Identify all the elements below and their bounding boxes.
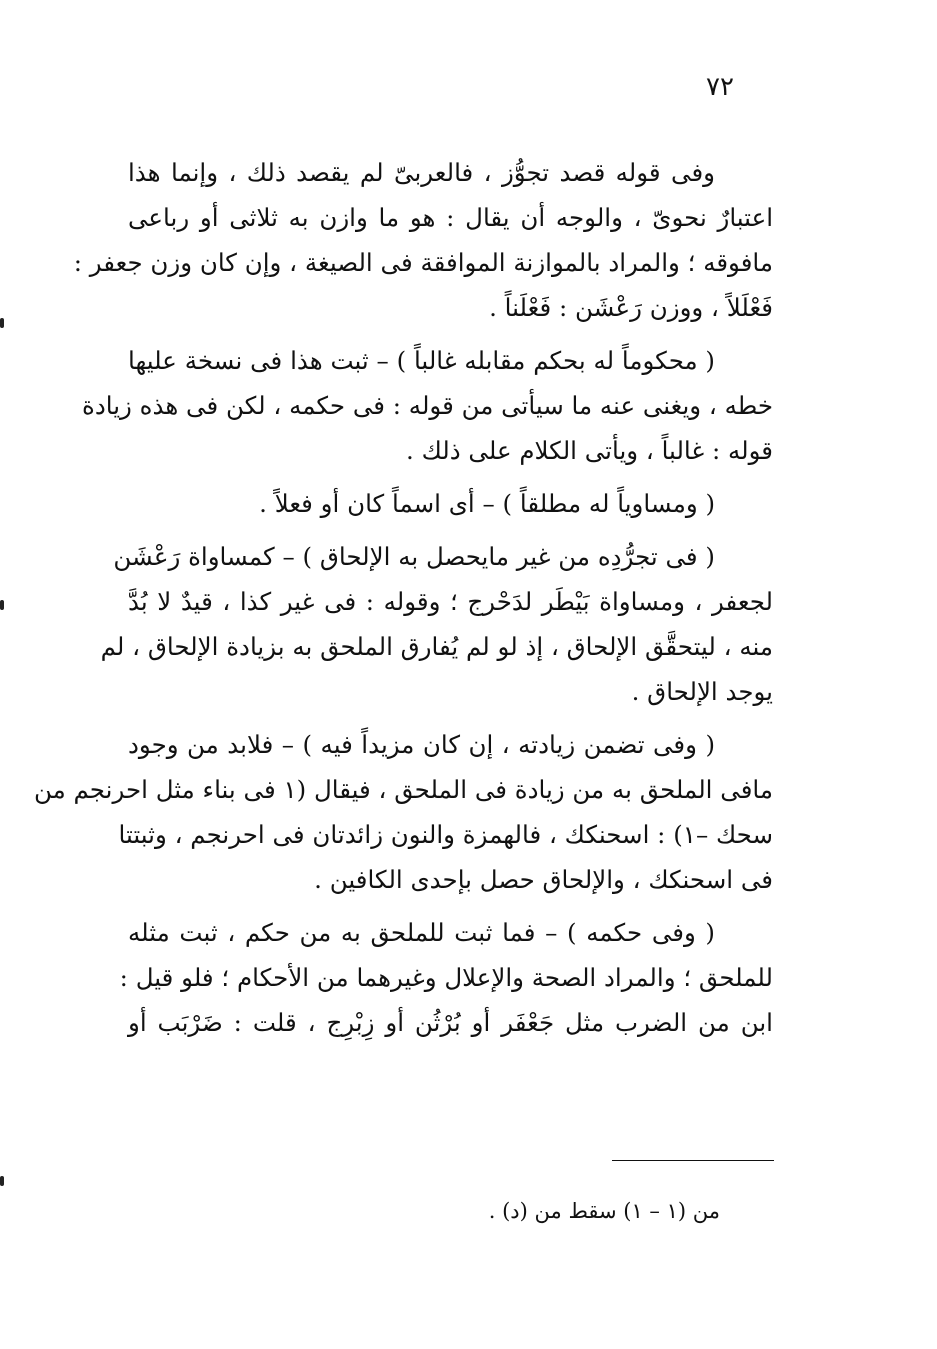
scan-edge-mark [0,1176,4,1186]
text-line: ( وفى تضمن زيادته ، إن كان مزيداً فيه ) – فلابد من وجود [128,730,715,759]
text-line: اعتبارٌ نحوىّ ، والوجه أن يقال : هو ما وازن به ثلاثى أو رباعى [128,203,773,232]
text-line: فَعْلَلاً ، ووزن رَعْشَن : فَعْلَناً . [489,293,773,322]
page-number: ٧٢ [706,72,734,102]
text-line: مافوقه ؛ والمراد بالموازنة الموافقة فى الصيغة ، وإن كان وزن جعفر : [73,248,773,277]
paragraph-1 [73,150,773,330]
text-line: ( وفى حكمه ) – فما ثبت للملحق به من حكم ، ثبت مثله [128,918,715,947]
text-line: قوله : غالباً ، ويأتى الكلام على ذلك . [406,436,773,465]
scan-edge-mark [0,600,4,610]
text-line: ( فى تجرُّدِه من غير مايحصل به الإلحاق ) – كمساواة رَعْشَن [113,542,715,571]
text-line: سحك –١) : اسحنكك ، فالهمزة والنون زائدتان فى احرنجم ، وثبتتا [118,820,773,849]
paragraph-3 [128,481,773,526]
paragraph-2 [81,338,773,473]
footnote: من (١ – ١) سقط من (د) . [488,1199,720,1223]
text-line: ( ومساوياً له مطلقاً ) – أى اسماً كان أو فعلاً . [259,489,715,518]
paragraph-4 [100,534,773,714]
text-line: ( محكوماً له بحكم مقابله غالباً ) – ثبت هذا فى نسخة عليها [128,346,715,375]
footnote-divider [612,1160,774,1161]
text-line: وفى قوله قصد تجوُّز ، فالعربىّ لم يقصد ذلك ، وإنما هذا [128,158,715,187]
paragraph-6 [119,910,773,1045]
scan-edge-mark [0,318,4,328]
paragraph-5 [33,722,773,902]
body-text [33,150,773,1045]
text-line: فى اسحنكك ، والإلحاق حصل بإحدى الكافين . [314,865,773,894]
text-line: ابن من الضرب مثل جَعْفَر أو بُرْثُن أو زِبْرِج ، قلت : ضَرْبَب أو [128,1008,773,1037]
text-line: مافى الملحق به من زيادة فى الملحق ، فيقال (١ فى بناء مثل احرنجم من [33,775,773,804]
text-line: منه ، ليتحقَّق الإلحاق ، إذ لو لم يُفارق الملحق به بزيادة الإلحاق ، لم [100,632,773,661]
text-line: خطه ، ويغنى عنه ما سيأتى من قوله : فى حكمه ، لكن فى هذه زيادة [81,391,773,420]
text-line: للملحق ؛ والمراد الصحة والإعلال وغيرهما من الأحكام ؛ فلو قيل : [119,963,773,992]
text-line: يوجد الإلحاق . [631,677,773,706]
text-line: لجعفر ، ومساواة بَيْطَر لدَحْرج ؛ وقوله : فى غير كذا ، قيدٌ لا بُدَّ [128,587,773,616]
